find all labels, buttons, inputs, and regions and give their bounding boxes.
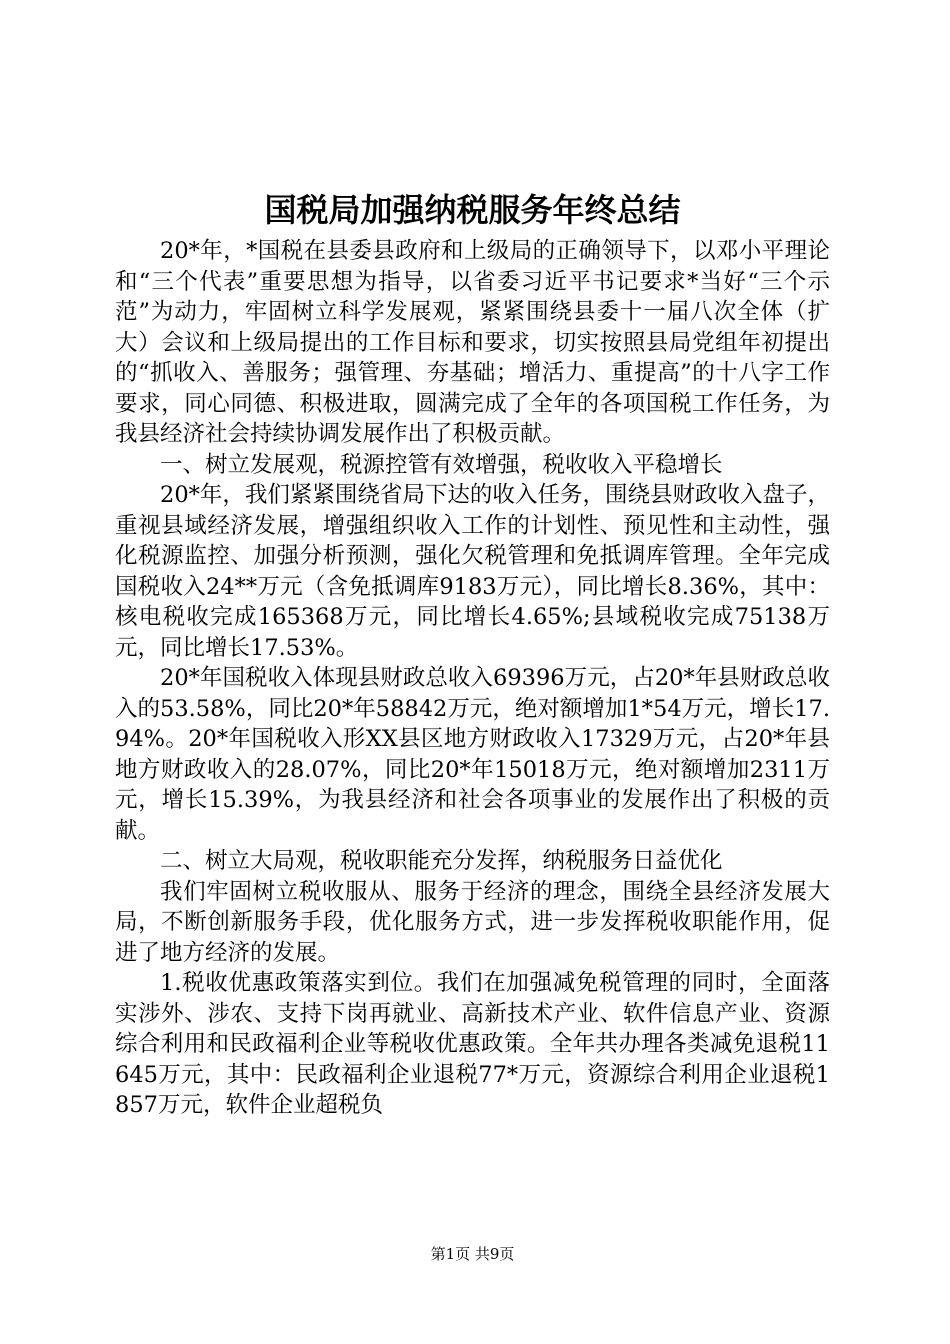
page-number-footer: 第1页 共9页 xyxy=(430,1245,515,1263)
document-page xyxy=(115,0,830,1344)
section-heading-1: 一、树立发展观，税源控管有效增强，税收收入平稳增长 xyxy=(160,451,723,478)
paragraph-tax-incentives: 1.税收优惠政策落实到位。我们在加强减免税管理的同时，全面落实涉外、涉农、支持下岗再就业、高新技术产业、软件信息产业、资源综合利用和民政福利企业等税收优惠政策。全年共办理各类减免退税11645万元，其中：民政福利企业退税77*万元，资源综合利用企业退税1857万元，软件企业超税负 xyxy=(115,970,830,1118)
document-title: 国税局加强纳税服务年终总结 xyxy=(264,191,681,229)
section-heading-2: 二、树立大局观，税收职能充分发挥，纳税服务日益优化 xyxy=(160,848,723,874)
document-body xyxy=(115,236,830,1121)
paragraph-fiscal-share: 20*年国税收入体现县财政总收入69396万元，占20*年县财政总收入的53.58%，同比20*年58842万元，绝对额增加1*54万元，增长17.94%。20*年国税收入形XX县区地方财政收入17329万元，占20*年县地方财政收入的28.07%，同比20*年15018万元，绝对额增加2311万元，增长15.39%，为我县经济和社会各项事业的发展作出了积极的贡献。 xyxy=(115,665,830,844)
paragraph-intro: 20*年，*国税在县委县政府和上级局的正确领导下，以邓小平理论和“三个代表”重要思想为指导，以省委习近平书记要求*当好“三个示范”为动力，牢固树立科学发展观，紧紧围绕县委十一届八次全体（扩大）会议和上级局提出的工作目标和要求，切实按照县局党组年初提出的“抓收入、善服务；强管理、夯基础；增活力、重提高”的十八字工作要求，同心同德、积极进取，圆满完成了全年的各项国税工作任务，为我县经济社会持续协调发展作出了积极贡献。 xyxy=(115,238,830,447)
paragraph-revenue: 20*年，我们紧紧围绕省局下达的收入任务，围绕县财政收入盘子，重视县域经济发展，增强组织收入工作的计划性、预见性和主动性，强化税源监控、加强分析预测，强化欠税管理和免抵调库管理。全年完成国税收入24**万元（含免抵调库9183万元），同比增长8.36%，其中：核电税收完成165368万元，同比增长4.65%;县域税收完成75138万元，同比增长17.53%。 xyxy=(115,482,830,661)
paragraph-service: 我们牢固树立税收服从、服务于经济的理念，围绕全县经济发展大局，不断创新服务手段，优化服务方式，进一步发挥税收职能作用，促进了地方经济的发展。 xyxy=(115,878,830,966)
